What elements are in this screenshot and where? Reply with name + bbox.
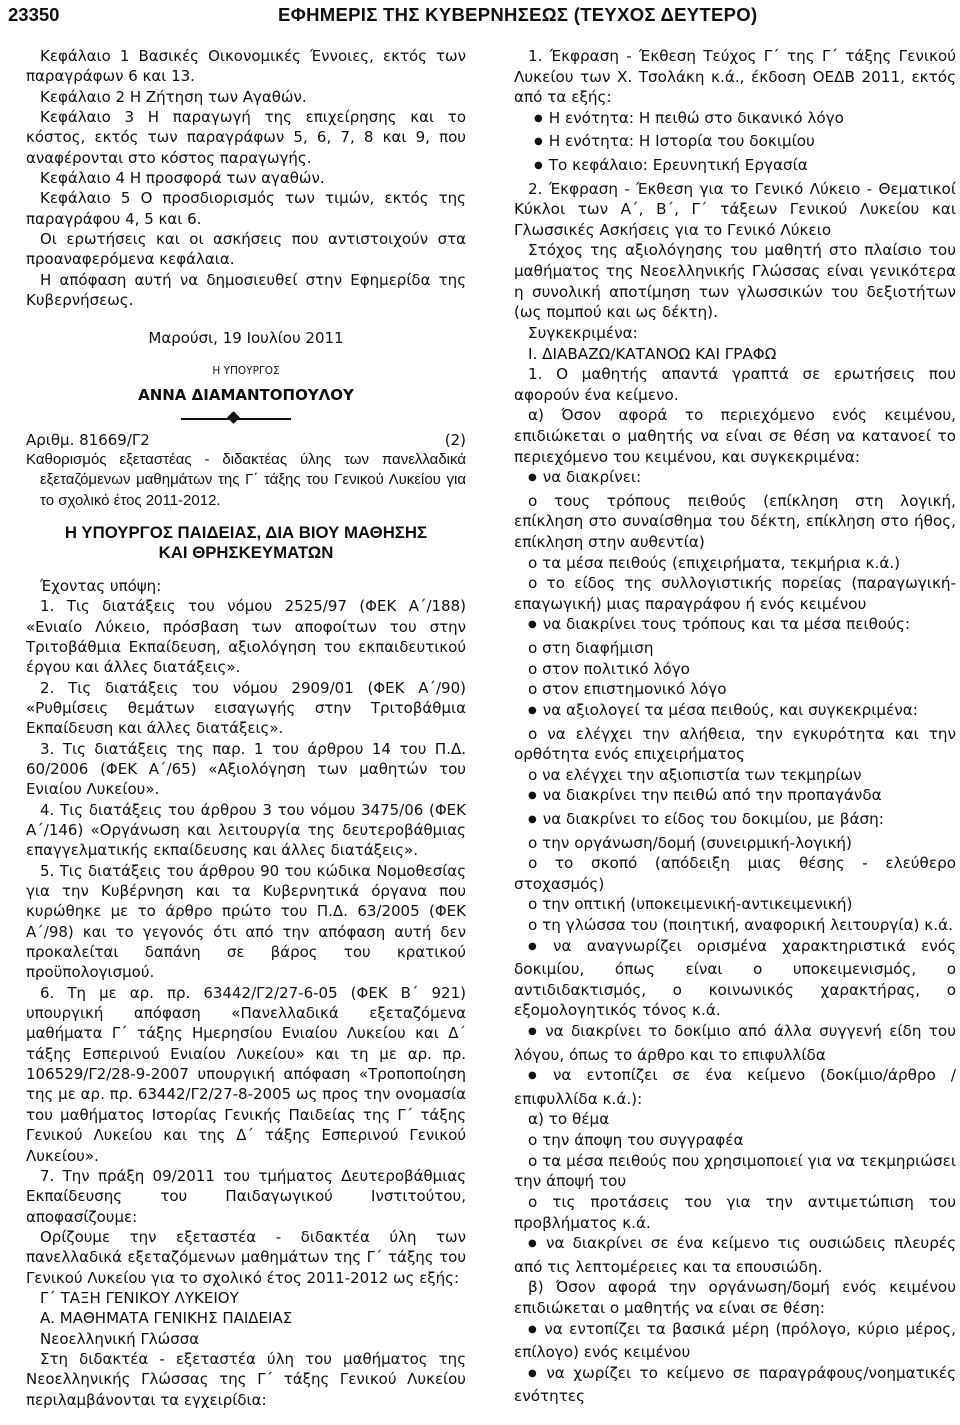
consideration-6: 6. Τη με αρ. πρ. 63442/Γ2/27-6-05 (ΦΕΚ Β΄ 921) υπουργική απόφαση «Πανελλαδικά εξεταζόμενα μαθήματα Γ΄ τάξης Ημερησίου Ενιαίου Λυκείου και Δ΄ τάξης Εσπερινού Ενιαίου Λυκείου» και τη με αρ. πρ. 106529/Γ2/28-9-2007 υπουργική απόφαση «Τροποποίηση της με αρ. πρ. 63442/Γ2/27-8-2005 ως προς την ονομασία του μαθήματος Ιστορίας Γενικής Παιδείας της Γ΄ τάξης Γενικού Λυκείου και της Δ΄ τάξης Εσπερινού Γενικού Λυκείου». <box>26 983 466 1165</box>
bullet-locate: ● να εντοπίζει σε ένα κείμενο (δοκίμιο/άρθρο /επιφυλλίδα κ.ά.): <box>514 1065 956 1109</box>
bullet-propaganda: ● να διακρίνει την πειθώ από την προπαγάνδα <box>514 785 956 809</box>
sub-item-language: ο τη γλώσσα του (ποιητική, αναφορική λειτουργία) κ.ά. <box>528 915 953 934</box>
section-i-heading: Ι. ΔΙΑΒΑΖΩ/ΚΑΤΑΝΟΩ ΚΑΙ ΓΡΑΦΩ <box>528 344 777 363</box>
exclusion-bullet-1: ● Η ενότητα: Η πειθώ στο δικανικό λόγο <box>514 108 956 132</box>
consideration-3: 3. Τις διατάξεις της παρ. 1 του άρθρου 14 του Π.Δ. 60/2006 (ΦΕΚ Α΄/65) «Αξιολόγηση των μαθητών του Ενιαίου Λυκείου». <box>26 739 466 799</box>
diamond-icon <box>227 411 240 424</box>
consideration-1: 1. Τις διατάξεις του νόμου 2525/97 (ΦΕΚ Α΄/188) «Ενιαίο Λύκειο, πρόσβαση των αποφοίτων του στην Τριτοβάθμια Εκπαίδευση, αξιολόγηση του εκπαιδευτικού έργου και άλλες διατάξεις». <box>26 597 466 677</box>
bullet-paragraphs: ● να χωρίζει το κείμενο σε παραγράφους/νοηματικές ενότητες <box>514 1363 956 1407</box>
ministry-heading <box>26 523 466 564</box>
page-number: 23350 <box>8 4 60 25</box>
bullet-essay-traits: ● να αναγνωρίζει ορισμένα χαρακτηριστικά ενός δοκιμίου, όπως είναι ο υποκειμενισμός, ο αντιδιδακτισμός, ο κοινωνικός χαρακτήρας, ο εξομολογητικός τόνος κ.ά. <box>514 936 956 1021</box>
section-a-heading: Α. ΜΑΘΗΜΑΤΑ ΓΕΝΙΚΗΣ ΠΑΙΔΕΙΑΣ <box>40 1309 293 1328</box>
decision-statement: Ορίζουμε την εξεταστέα - διδακτέα ύλη των πανελλαδικά εξεταζόμενων μαθημάτων της Γ΄ τάξης του Γενικού Λυκείου για το σχολικό έτος 2011-2012 ως εξής: <box>26 1227 466 1287</box>
consideration-4: 4. Τις διατάξεις του άρθρου 3 του νόμου 3475/06 (ΦΕΚ Α΄/146) «Οργάνωση και λειτουργία της δευτεροβάθμιας επαγγελματικής εκπαίδευσης και άλλες διατάξεις». <box>26 800 466 860</box>
assessment-goal: Στόχος της αξιολόγησης του μαθητή στο πλαίσιο του μαθήματος της Νεοελληνικής Γλώσσας είναι γενικότερα η συνολική αποτίμηση των γλωσσικών του δεξιοτήτων (ως πομπού και ως δέκτη). <box>514 241 956 322</box>
textbook-1: 1. Έκφραση - Έκθεση Τεύχος Γ΄ της Γ΄ τάξης Γενικού Λυκείου των Χ. Τσολάκη κ.ά., έκδοση ΟΕΔΒ 2011, εκτός από τα εξής: <box>514 47 956 107</box>
ministry-line-1: Η ΥΠΟΥΡΓΟΣ ΠΑΙΔΕΙΑΣ, ΔΙΑ ΒΙΟΥ ΜΑΘΗΣΗΣ <box>64 522 428 542</box>
reference-line <box>26 430 466 450</box>
consideration-7: 7. Την πράξη 09/2011 του τμήματος Δευτεροβάθμιας Εκπαίδευσης του Παιδαγωγικού Ινστιτούτου, αποφασίζουμε: <box>26 1166 466 1226</box>
sub-item-theme: α) το θέμα <box>528 1110 610 1129</box>
chapter-3: Κεφάλαιο 3 Η παραγωγή της επιχείρησης και το κόστος, εκτός των παραγράφων 5, 6, 7, 8 και 9, που αναφέρονται στο κόστος παραγωγής. <box>26 108 466 167</box>
bullet-genres: ● να διακρίνει το δοκίμιο από άλλα συγγενή είδη του λόγου, όπως το άρθρο και το επιφυλλίδα <box>514 1021 956 1065</box>
section-separator <box>26 406 466 430</box>
textbook-2: 2. Έκφραση - Έκθεση για το Γενικό Λύκειο - Θεματικοί Κύκλοι των Α΄, Β΄, Γ΄ τάξεων Γενικού Λυκείου και Γλωσσικές Ασκήσεις για το Γενικό Λύκειο <box>514 179 956 239</box>
signature-role: Η ΥΠΟΥΡΓΟΣ <box>212 364 280 377</box>
sub-item-validity: ο να ελέγχει την αλήθεια, την εγκυρότητα και την ορθότητα ενός επιχειρήματος <box>514 724 956 764</box>
sub-item-purpose: ο το σκοπό (απόδειξη μιας θέσης - ελεύθερο στοχασμός) <box>514 854 956 893</box>
sub-item-persuasion-means: ο τα μέσα πειθούς (επιχειρήματα, τεκμήρια κ.ά.) <box>528 553 901 572</box>
sub-item-proposals: ο τις προτάσεις του για την αντιμετώπιση του προβλήματος κ.ά. <box>514 1192 956 1232</box>
chapter-5: Κεφάλαιο 5 Ο προσδιορισμός των τιμών, εκτός της παραγράφου 4, 5 και 6. <box>26 189 466 228</box>
signature-name: ΑΝΝΑ ΔΙΑΜΑΝΤΟΠΟΥΛΟΥ <box>138 386 354 405</box>
specifically-label: Συγκεκριμένα: <box>528 323 638 342</box>
bullet-parts: ● να εντοπίζει τα βασικά μέρη (πρόλογο, κύριο μέρος, επίλογο) ενός κειμένου <box>514 1319 956 1363</box>
sub-item-means: ο τα μέσα πειθούς που χρησιμοποιεί για να τεκμηριώσει την άποψή του <box>514 1151 956 1191</box>
item-1: 1. Ο μαθητής απαντά γραπτά σε ερωτήσεις που αφορούν ένα κείμενο. <box>514 365 956 404</box>
sub-item-author-view: ο την άποψη του συγγραφέα <box>528 1131 744 1150</box>
bullet-evaluate: ● να αξιολογεί τα μέσα πειθούς, και συγκεκριμένα: <box>514 700 956 724</box>
sub-item-scientific: ο στον επιστημονικό λόγο <box>528 680 727 699</box>
page-header <box>0 0 960 32</box>
considering-label: Έχοντας υπόψη: <box>40 576 162 595</box>
item-content-a: α) Όσον αφορά το περιεχόμενο ενός κειμένου, επιδιώκεται ο μαθητής να είναι σε θέση να κατανοεί το περιεχόμενο του κειμένου, και συγκεκριμένα: <box>514 406 956 466</box>
sub-item-structure: ο την οργάνωση/δομή (συνειρμική-λογική) <box>528 833 852 852</box>
bullet-persuasion: ● να διακρίνει τους τρόπους και τα μέσα πειθούς: <box>514 614 956 638</box>
consideration-5: 5. Τις διατάξεις του άρθρου 90 του κώδικα Νομοθεσίας για την Κυβέρνηση και τα Κυβερνητικά όργανα που κυρώθηκε με το άρθρο πρώτο του Π.Δ. 63/2005 (ΦΕΚ Α΄/98) και το γεγονός ότι από την απόφαση αυτή δεν προκαλείται δαπάνη σε βάρος του κρατικού προϋπολογισμού. <box>26 861 466 982</box>
chapter-2: Κεφάλαιο 2 Η Ζήτηση των Αγαθών. <box>40 87 307 106</box>
sub-item-reasoning: ο το είδος της συλλογιστικής πορείας (παραγωγική-επαγωγική) μιας παραγράφου ή ενός κειμένου <box>514 574 956 613</box>
dateline: Μαρούσι, 19 Ιουλίου 2011 <box>148 329 344 348</box>
sub-item-persuasion-modes: ο τους τρόπους πειθούς (επίκληση στη λογική, επίκληση στο συναίσθημα του δέκτη, επίκληση στο ήθος, επίκληση στην αυθεντία) <box>514 491 956 552</box>
ministry-line-2: ΚΑΙ ΘΡΗΣΚΕΥΜΑΤΩΝ <box>158 543 334 563</box>
sub-item-reliability: ο να ελέγχει την αξιοπιστία των τεκμηρίων <box>528 765 862 784</box>
publication-note: Η απόφαση αυτή να δημοσιευθεί στην Εφημερίδα της Κυβερνήσεως. <box>26 270 466 310</box>
item-structure-b: β) Όσον αφορά την οργάνωση/δομή ενός κειμένου επιδιώκεται ο μαθητής να είναι σε θέση: <box>514 1278 956 1317</box>
sub-item-advertising: ο στη διαφήμιση <box>528 639 654 658</box>
consideration-2: 2. Τις διατάξεις του νόμου 2909/01 (ΦΕΚ Α΄/90) «Ρυθμίσεις θεμάτων εισαγωγής στην Τριτοβάθμια Εκπαίδευση και άλλες διατάξεις». <box>26 678 466 738</box>
exclusion-bullet-2: ● Η ενότητα: Η Ιστορία του δοκιμίου <box>514 131 956 155</box>
reference-index: (2) <box>444 430 466 449</box>
decision-title: Καθορισμός εξεταστέας - διδακτέας ύλης των πανελλαδικά εξεταζόμενων μαθημάτων της Γ΄ τάξης του Γενικού Λυκείου για το σχολικό έτος 2011-2012. <box>26 450 466 509</box>
subject-heading: Νεοελληνική Γλώσσα <box>40 1329 200 1348</box>
right-column <box>514 46 956 1407</box>
bullet-distinguish: ● να διακρίνει: <box>514 467 956 491</box>
bullet-essentials: ● να διακρίνει σε ένα κείμενο τις ουσιώδεις πλευρές από τις λεπτομέρειες και τα επουσιώδη. <box>514 1233 956 1277</box>
exclusion-bullet-3: ● Το κεφάλαιο: Ερευνητική Εργασία <box>514 155 956 179</box>
gazette-title: ΕΦΗΜΕΡΙΣ ΤΗΣ ΚΥΒΕΡΝΗΣΕΩΣ (ΤΕΥΧΟΣ ΔΕΥΤΕΡΟ) <box>278 4 758 25</box>
subject-text: Στη διδακτέα - εξεταστέα ύλη του μαθήματος της Νεοελληνικής Γλώσσας της Γ΄ τάξης Γενικού Λυκείου περιλαμβάνονται τα εγχειρίδια: <box>26 1349 466 1409</box>
reference-number: Αριθμ. 81669/Γ2 <box>26 430 150 449</box>
sub-item-perspective: ο την οπτική (υποκειμενική-αντικειμενική) <box>528 895 853 914</box>
bullet-essay-type: ● να διακρίνει το είδος του δοκιμίου, με βάση: <box>514 809 956 833</box>
grade-heading: Γ΄ ΤΑΞΗ ΓΕΝΙΚΟΥ ΛΥΚΕΙΟΥ <box>40 1288 239 1307</box>
chapter-1: Κεφάλαιο 1 Βασικές Οικονομικές Έννοιες, εκτός των παραγράφων 6 και 13. <box>26 47 466 86</box>
exercises-note: Οι ερωτήσεις και οι ασκήσεις που αντιστοιχούν στα προαναφερόμενα κεφάλαια. <box>26 230 466 269</box>
sub-item-political: ο στον πολιτικό λόγο <box>528 659 690 678</box>
chapter-4: Κεφάλαιο 4 Η προσφορά των αγαθών. <box>40 169 325 188</box>
left-column <box>26 46 466 1410</box>
